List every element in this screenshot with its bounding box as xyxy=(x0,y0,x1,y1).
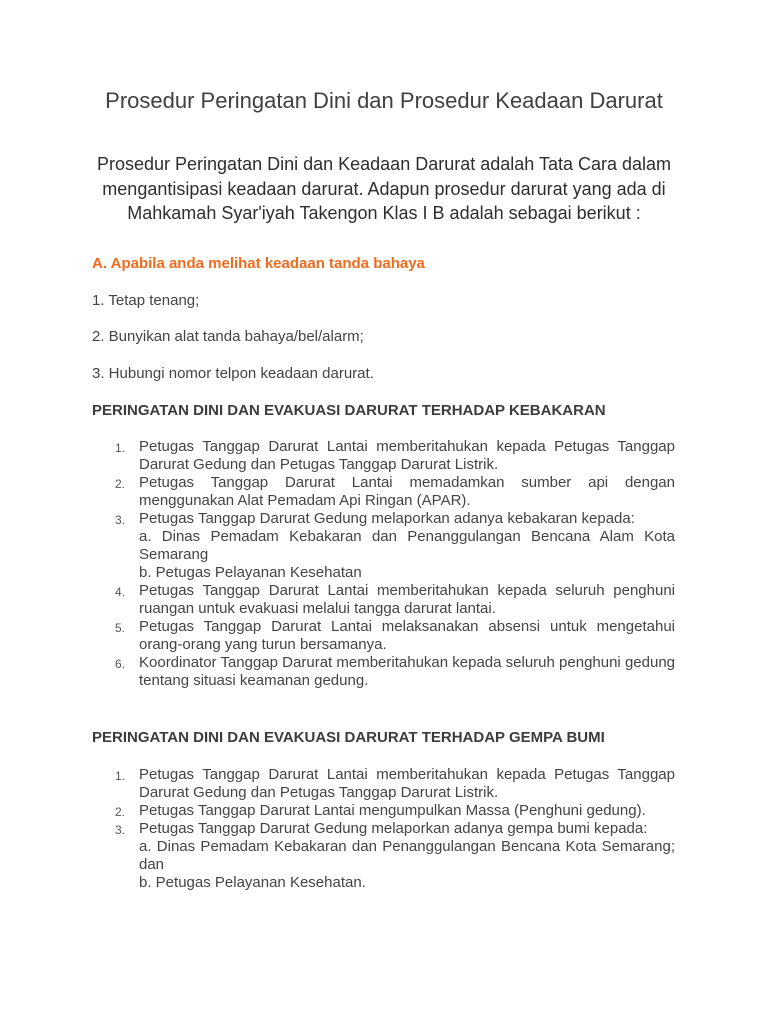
fire-step-6 xyxy=(92,654,675,690)
fire-section-heading: PERINGATAN DINI DAN EVAKUASI DARURAT TERHADAP KEBAKARAN xyxy=(92,402,606,419)
step-text: Petugas Tanggap Darurat Gedung melaporkan adanya kebakaran kepada: xyxy=(139,510,635,527)
step-text: Petugas Tanggap Darurat Lantai memberitahukan kepada seluruh penghuni ruangan untuk evakuasi melalui tangga darurat lantai. xyxy=(139,582,675,617)
earthquake-step-3-sub-b: b. Petugas Pelayanan Kesehatan. xyxy=(139,874,366,891)
step-number: 1. xyxy=(115,441,126,455)
fire-steps-list xyxy=(92,438,675,690)
step-number: 3. xyxy=(115,513,126,527)
step-text: Petugas Tanggap Darurat Gedung melaporkan adanya gempa bumi kepada: xyxy=(139,820,648,837)
intro-paragraph: Prosedur Peringatan Dini dan Keadaan Darurat adalah Tata Cara dalam mengantisipasi keadaan darurat. Adapun prosedur darurat yang ada di Mahkamah Syar'iyah Takengon Klas I B adalah sebagai berikut : xyxy=(96,154,672,223)
step-text: Petugas Tanggap Darurat Lantai mengumpulkan Massa (Penghuni gedung). xyxy=(139,802,646,819)
step-number: 6. xyxy=(115,657,126,671)
step-text: Petugas Tanggap Darurat Lantai memadamkan sumber api dengan menggunakan Alat Pemadam Api Ringan (APAR). xyxy=(139,474,675,509)
fire-step-2 xyxy=(92,474,675,510)
step-text: Koordinator Tanggap Darurat memberitahukan kepada seluruh penghuni gedung tentang situasi keamanan gedung. xyxy=(139,654,675,689)
section-a-item-3: 3. Hubungi nomor telpon keadaan darurat. xyxy=(92,365,374,382)
step-number: 2. xyxy=(115,477,126,491)
fire-step-3 xyxy=(92,510,675,582)
fire-step-3-sub-a: a. Dinas Pemadam Kebakaran dan Penanggulangan Bencana Alam Kota Semarang xyxy=(139,528,675,563)
step-text: Petugas Tanggap Darurat Lantai memberitahukan kepada Petugas Tanggap Darurat Gedung dan Petugas Tanggap Darurat Listrik. xyxy=(139,766,675,801)
section-a-item-1: 1. Tetap tenang; xyxy=(92,292,200,309)
earthquake-step-3 xyxy=(92,820,675,892)
document-title: Prosedur Peringatan Dini dan Prosedur Keadaan Darurat xyxy=(105,88,663,113)
earthquake-steps-list xyxy=(92,766,675,892)
fire-step-3-sub-b: b. Petugas Pelayanan Kesehatan xyxy=(139,564,362,581)
step-number: 3. xyxy=(115,823,126,837)
fire-step-1 xyxy=(92,438,675,474)
earthquake-step-3-sub-a: a. Dinas Pemadam Kebakaran dan Penanggulangan Bencana Kota Semarang; dan xyxy=(139,838,675,873)
fire-step-5 xyxy=(92,618,675,654)
step-number: 2. xyxy=(115,805,126,819)
earthquake-step-1 xyxy=(92,766,675,802)
earthquake-step-2 xyxy=(92,802,675,820)
step-number: 4. xyxy=(115,585,126,599)
fire-step-4 xyxy=(92,582,675,618)
earthquake-section-heading: PERINGATAN DINI DAN EVAKUASI DARURAT TERHADAP GEMPA BUMI xyxy=(92,729,605,746)
step-text: Petugas Tanggap Darurat Lantai memberitahukan kepada Petugas Tanggap Darurat Gedung dan Petugas Tanggap Darurat Listrik. xyxy=(139,438,675,473)
section-a-heading: A. Apabila anda melihat keadaan tanda bahaya xyxy=(92,255,425,272)
section-a-item-2: 2. Bunyikan alat tanda bahaya/bel/alarm; xyxy=(92,328,364,345)
step-number: 5. xyxy=(115,621,126,635)
step-text: Petugas Tanggap Darurat Lantai melaksanakan absensi untuk mengetahui orang-orang yang turun bersamanya. xyxy=(139,618,675,653)
step-number: 1. xyxy=(115,769,126,783)
